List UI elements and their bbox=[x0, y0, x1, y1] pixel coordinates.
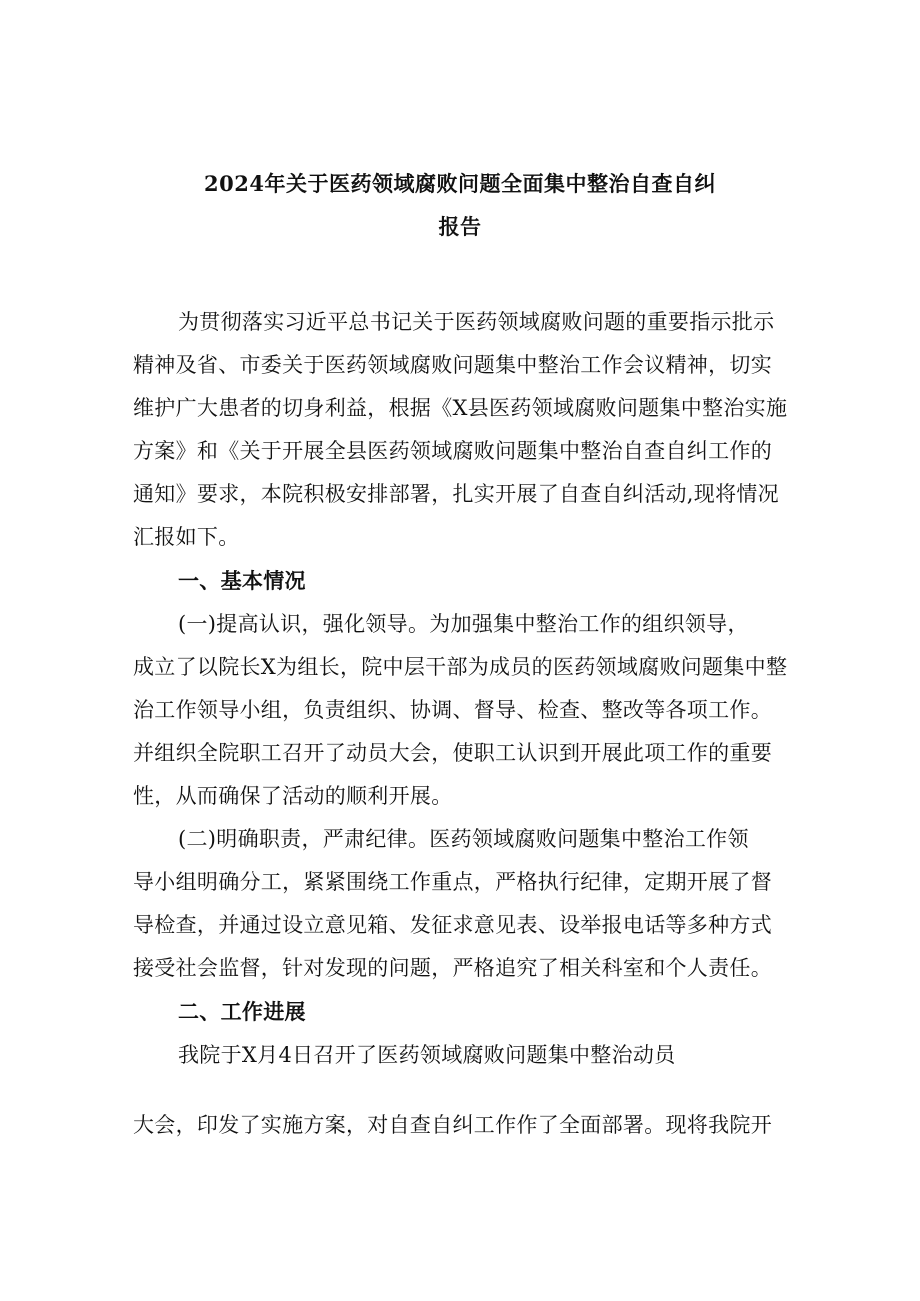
section2-heading: 二、工作进展 bbox=[178, 999, 306, 1024]
section1-item1-line-2: 成立了以院长X为组长，院中层干部为成员的医药领域腐败问题集中整 bbox=[133, 655, 788, 679]
intro-line-5: 通知》要求，本院积极安排部署，扎实开展了自查自纠活动,现将情况 bbox=[133, 482, 779, 506]
section1-item1-line-5: 性，从而确保了活动的顺利开展。 bbox=[133, 784, 453, 808]
intro-line-6: 汇报如下。 bbox=[133, 525, 240, 549]
section2-line-1: 我院于X月4日召开了医药领域腐败问题集中整治动员 bbox=[178, 1043, 676, 1067]
intro-line-2: 精神及省、市委关于医药领域腐败问题集中整治工作会议精神，切实 bbox=[133, 353, 772, 377]
section1-item2-line-2: 导小组明确分工，紧紧围绕工作重点，严格执行纪律，定期开展了督 bbox=[133, 870, 772, 894]
section2-line-2: 大会，印发了实施方案，对自查自纠工作作了全面部署。现将我院开 bbox=[133, 1113, 772, 1137]
intro-line-1: 为贯彻落实习近平总书记关于医药领域腐败问题的重要指示批示 bbox=[178, 310, 775, 334]
section1-item2-line-3: 导检查，并通过设立意见箱、发征求意见表、设举报电话等多种方式 bbox=[133, 913, 772, 937]
section1-heading: 一、基本情况 bbox=[178, 568, 306, 593]
section1-item2-line-1: (二)明确职责，严肃纪律。医药领域腐败问题集中整治工作领 bbox=[178, 827, 749, 851]
intro-line-4: 方案》和《关于开展全县医药领域腐败问题集中整治自查自纠工作的 bbox=[133, 439, 772, 463]
document-title-line2: 报告 bbox=[438, 214, 482, 239]
section1-item1-line-3: 治工作领导小组，负责组织、协调、督导、检查、整改等各项工作。 bbox=[133, 698, 772, 722]
section1-item1-line-1: (一)提高认识，强化领导。为加强集中整治工作的组织领导， bbox=[178, 612, 749, 636]
intro-line-3: 维护广大患者的切身利益，根据《X县医药领域腐败问题集中整治实施 bbox=[133, 396, 788, 420]
document-title-line1: 2024年关于医药领域腐败问题全面集中整治自查自纠 bbox=[204, 171, 716, 196]
section1-item2-line-4: 接受社会监督，针对发现的问题，严格追究了相关科室和个人责任。 bbox=[133, 956, 772, 980]
section1-item1-line-4: 并组织全院职工召开了动员大会，使职工认识到开展此项工作的重要 bbox=[133, 741, 772, 765]
